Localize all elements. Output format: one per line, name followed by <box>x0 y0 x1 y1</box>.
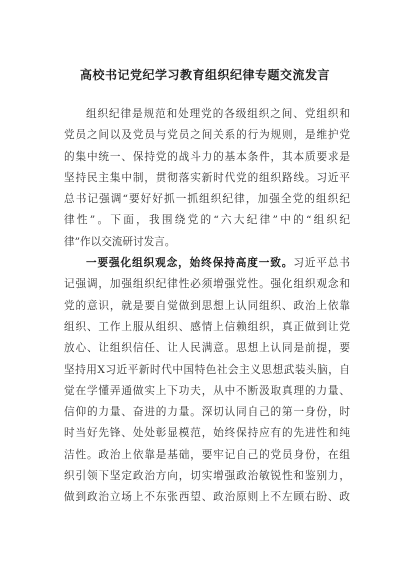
paragraph-2-heading: 一要强化组织观念，始终保持高度一致。 <box>86 257 294 270</box>
paragraph-2-line: 时当好先锋、处处彰显模范，始终保持应有的先进性和纯 <box>64 427 350 440</box>
paragraph-2-line: 做到政治立场上不东张西望、政治原则上不左顾右盼、政 <box>64 491 350 504</box>
paragraph-1-line: 律性”。下面，我围绕党的“六大纪律”中的“组织纪 <box>64 214 350 227</box>
paragraph-1-line: 总书记强调“要好好抓一抓组织纪律，加强全党的组织纪 <box>64 193 350 206</box>
paragraph-2-line: 组织、工作上服从组织、感情上信赖组织，真正做到让党 <box>64 320 350 333</box>
paragraph-2-line: 坚持用Ⅹ习近平新时代中国特色社会主义思想武装头脑，自 <box>64 363 350 376</box>
document-title: 高校书记党纪学习教育组织纪律专题交流发言 <box>79 68 330 82</box>
paragraph-1-line: 律”作以交流研讨发言。 <box>64 235 176 248</box>
paragraph-2-line: 觉在学懂弄通做实上下功夫，从中不断汲取真理的力量、 <box>64 384 350 397</box>
paragraph-2-first-line <box>64 253 350 274</box>
document-body <box>64 104 350 509</box>
paragraph-1-line: 党员之间以及党员与党员之间关系的行为规则，是维护党 <box>64 129 350 142</box>
paragraph-2-line: 信仰的力量、奋进的力量。深切认同自己的第一身份，时 <box>64 406 350 419</box>
paragraph-2-line: 党的意识，就是要自觉做到思想上认同组织、政治上依靠 <box>64 299 350 312</box>
paragraph-1-line: 组织纪律是规范和处理党的各级组织之间、党组织和 <box>86 108 350 120</box>
paragraph-2-line: 织引领下坚定政治方向，切实增强政治敏锐性和鉴别力， <box>64 470 350 483</box>
paragraph-1-line: 的集中统一、保持党的战斗力的基本条件，其本质要求是 <box>64 150 350 163</box>
paragraph-1-line: 坚持民主集中制，贯彻落实新时代党的组织路线。习近平 <box>64 171 350 184</box>
paragraph-2-first-text: 习近平总书 <box>293 257 350 270</box>
paragraph-2-line: 洁性。政治上依靠是基础，要牢记自己的党员身份，在组 <box>64 448 350 461</box>
paragraph-2-line: 放心、让组织信任、让人民满意。思想上认同是前提，要 <box>64 342 350 355</box>
paragraph-2-line: 记强调，加强组织纪律性必须增强党性。强化组织观念和 <box>64 278 350 291</box>
